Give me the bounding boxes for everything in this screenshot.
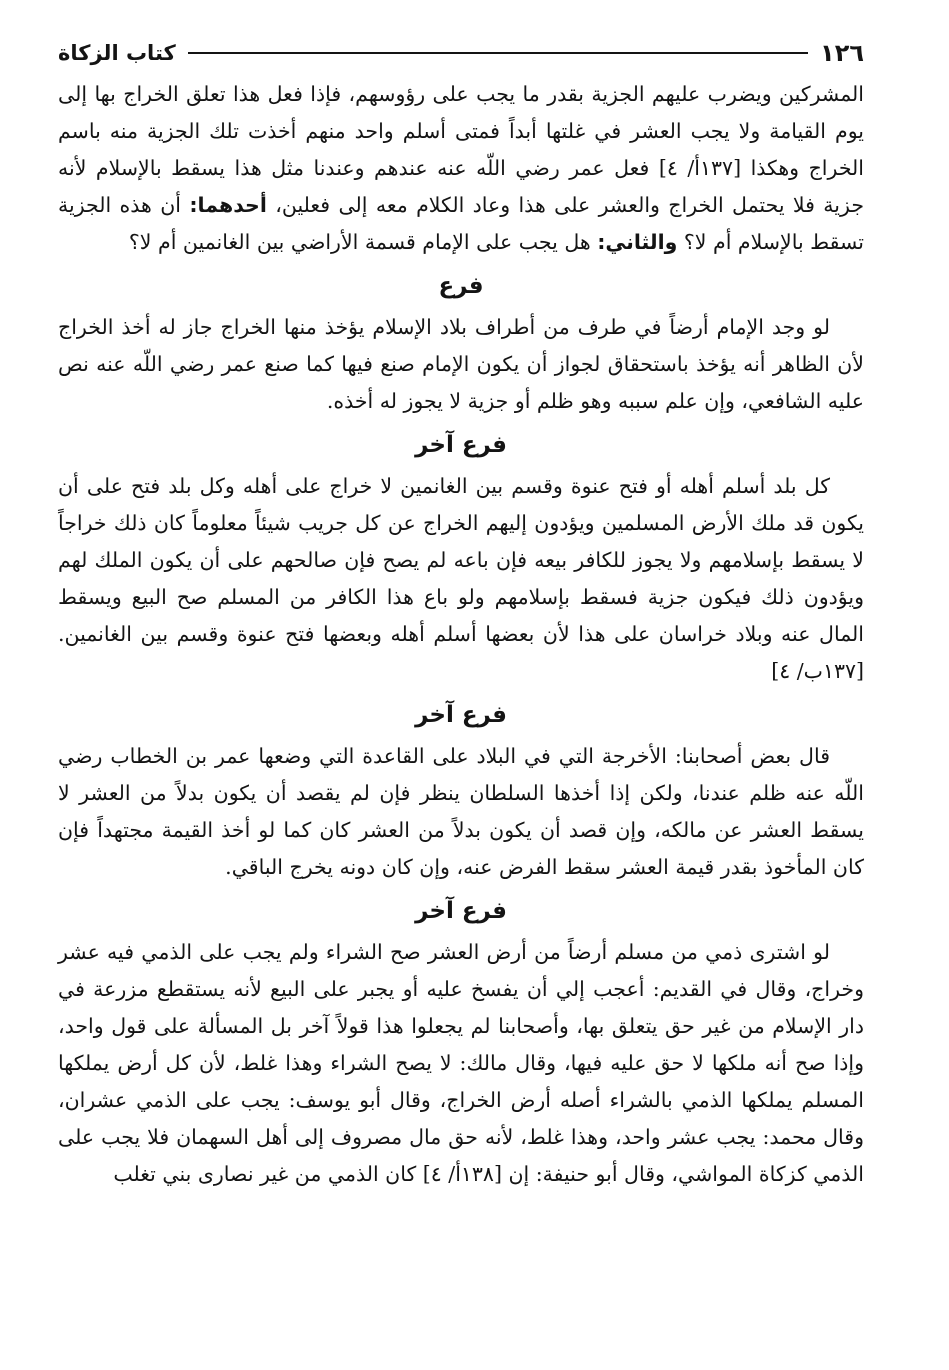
book-page <box>58 30 864 1193</box>
intro-text-3: هل يجب على الإمام قسمة الأراضي بين الغانمين أم لا؟ <box>128 230 591 254</box>
section-heading: فرع آخر <box>415 432 507 458</box>
book-title: كتاب الزكاة <box>58 41 176 65</box>
intro-bold-1: أحدهما: <box>189 193 267 217</box>
section-heading: فرع آخر <box>415 898 507 924</box>
section-heading: فرع <box>438 273 484 299</box>
section-paragraph: كل بلد أسلم أهله أو فتح عنوة وقسم بين الغانمين لا خراج على أهله وكل بلد فتح على أن يكون قد ملك الأرض المسلمين ويؤدون إليهم الخراج عن كل جريب شيئاً معلوماً كان ذلك خراجاً لا يسقط بإسلامهم ولا يجوز للكافر بيعه فإن باعه لم يصح فإن صالحهم على أن يكون الملك لهم ويؤدون ذلك فيكون جزية فسقط بإسلامهم ولو باع هذا الكافر من المسلم صح البيع ويسقط المال عنه وبلاد خراسان على هذا لأن بعضها أسلم أهله وبعضها فتح عنوة وقسم بين الغانمين. [١٣٧ب/ ٤] <box>58 474 864 683</box>
intro-text-2: أن هذه الجزية تسقط بالإسلام أم لا؟ <box>58 193 864 254</box>
page-number: ١٢٦ <box>820 39 864 67</box>
intro-text-1: المشركين ويضرب عليهم الجزية بقدر ما يجب على رؤوسهم، فإذا فعل هذا تعلق الخراج بها إلى يوم القيامة ولا يجب العشر في غلتها أبداً فمتى أسلم واحد منهم أخذت تلك الجزية منه باسم الخراج وهكذا [١٣٧أ/ ٤] فعل عمر رضي اللّه عنه عندهم وعندنا مثل هذا يسقط بالإسلام لأنه جزية فلا يحتمل الخراج والعشر على هذا وعاد الكلام معه إلى فعلين، <box>58 82 864 217</box>
intro-bold-2: والثاني: <box>597 230 678 254</box>
intro-paragraph <box>58 76 864 261</box>
section-paragraph: لو اشترى ذمي من مسلم أرضاً من أرض العشر صح الشراء ولم يجب على الذمي فيه عشر وخراج، وقال في القديم: أعجب إلي أن يفسخ عليه أو يجبر على البيع لأنه يستقطع مزرعة في دار الإسلام من غير حق يتعلق بها، وأصحابنا لم يجعلوا هذا قولاً آخر بل المسألة على قول واحد، وإذا صح أنه ملكها لا حق عليه فيها، وقال مالك: لا يصح الشراء وهذا غلط، لأن كل أرض يملكها المسلم يملكها الذمي بالشراء أصله أرض الخراج، وقال أبو يوسف: يجب على الذمي عشران، وقال محمد: يجب عشر واحد، وهذا غلط، لأنه حق مال مصروف إلى أهل السهمان فلا يجب على الذمي كزكاة المواشي، وقال أبو حنيفة: إن [١٣٨أ/ ٤] كان الذمي من غير نصارى بني تغلب <box>58 940 864 1186</box>
running-header <box>58 30 864 76</box>
section-paragraph: لو وجد الإمام أرضاً في طرف من أطراف بلاد الإسلام يؤخذ منها الخراج جاز له أخذ الخراج لأن الظاهر أنه يؤخذ باستحقاق لجواز أن يكون الإمام صنع فيها كما صنع عمر رضي اللّه عنه نص عليه الشافعي، وإن علم سببه وهو ظلم أو جزية لا يجوز له أخذه. <box>58 315 864 413</box>
section-heading: فرع آخر <box>415 702 507 728</box>
section-paragraph: قال بعض أصحابنا: الأخرجة التي في البلاد على القاعدة التي وضعها عمر بن الخطاب رضي اللّه عنه ظلم عندنا، ولكن إذا أخذها السلطان ينظر فإن لم يقصد أن يكون بدلاً من العشر لا يسقط العشر عن مالكه، وإن قصد أن يكون بدلاً من العشر كان كما لو أخذ القيمة مجتهداً فإن كان المأخوذ بقدر قيمة العشر سقط الفرض عنه، وإن كان دونه يخرج الباقي. <box>58 744 864 879</box>
header-rule <box>188 52 808 54</box>
page-body <box>58 76 864 1193</box>
